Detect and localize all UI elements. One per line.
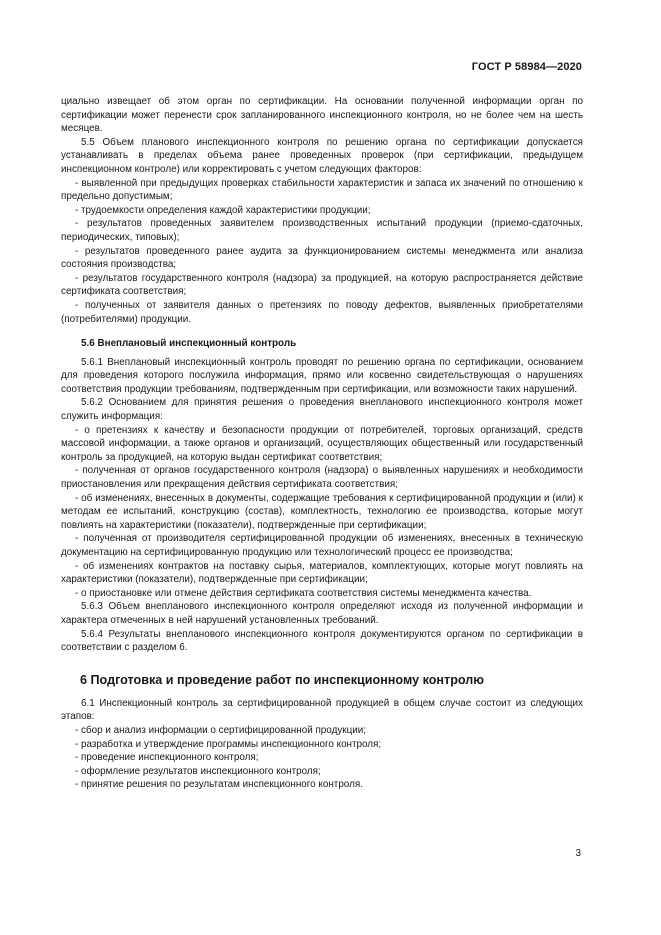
list-item: - выявленной при предыдущих проверках стабильности характеристик и запаса их значений по отношению к предельно допустимым; <box>61 177 583 203</box>
list-item: - сбор и анализ информации о сертифицированной продукции; <box>75 724 367 736</box>
clause-5-6-4: 5.6.4 Результаты внепланового инспекционного контроля документируются органом по сертификации в соответствии с разделом 6. <box>61 628 583 654</box>
page-number: 3 <box>575 848 581 859</box>
clause-5-5: 5.5 Объем планового инспекционного контроля по решению органа по сертификации допускается устанавливать в пределах объема ранее проведенных проверок (при сертификации, предыдущем инспекционном контроле) или корректировать с учетом следующих факторов: <box>61 136 583 175</box>
list-item: - полученная от производителя сертифицированной продукции об изменениях, внесенных в техническую документацию на сертифицированную продукцию или технологический процесс ее производства; <box>61 533 583 558</box>
paragraph: циально извещает об этом орган по сертификации. На основании полученной информации орган по сертификации может перенести срок запланированного инспекционного контроля, но не более чем на шесть месяцев. <box>61 96 583 135</box>
list-item: - об изменениях, внесенных в документы, содержащие требования к сертифицированной продукции и (или) к методам ее испытаний, конструкцию (состав), комплектность, технологию ее производства, которые могут повлиять на характеристики (показатели), подтвержденные при сертификации; <box>61 492 583 531</box>
list-item: - трудоемкости определения каждой характеристики продукции; <box>75 204 371 216</box>
list-item: - об изменениях контрактов на поставку сырья, материалов, комплектующих, которые могут повлиять на характеристики (показатели), подтвержденные при сертификации; <box>61 560 583 586</box>
clause-5-6-3: 5.6.3 Объем внепланового инспекционного контроля определяют исходя из полученной информации и характера отмеченных в ней нарушений установленных требований. <box>61 601 583 626</box>
list-item: - проведение инспекционного контроля; <box>75 752 259 764</box>
clause-5-6-2: 5.6.2 Основанием для принятия решения о проведения внепланового инспекционного контроля может служить информация: <box>61 397 583 423</box>
list-item: - полученных от заявителя данных о претензиях по поводу дефектов, выявленных приобретателями (потребителями) продукции. <box>61 299 583 325</box>
clause-5-6-1: 5.6.1 Внеплановый инспекционный контроль проводят по решению органа по сертификации, основанием для проведения которого послужила информация, прямо или косвенно свидетельствующая о нарушениях соответствия продукции требованиям, подтвержденным при сертификации, или возможности таких нарушений. <box>61 356 583 395</box>
list-item: - результатов проведенных заявителем производственных испытаний продукции (приемо-сдаточных, периодических, типовых); <box>61 218 583 243</box>
list-item: - результатов проведенного ранее аудита за функционированием системы менеджмента или анализа состояния производства; <box>61 245 583 271</box>
document-body <box>61 95 583 792</box>
list-item: - полученная от органов государственного контроля (надзора) о выявленных нарушениях и необходимости приостановления или прекращения действия сертификата соответствия; <box>61 465 583 491</box>
subsection-heading-5-6: 5.6 Внеплановый инспекционный контроль <box>81 338 297 350</box>
list-item: - принятие решения по результатам инспекционного контроля. <box>75 779 363 791</box>
list-item: - разработка и утверждение программы инспекционного контроля; <box>75 738 382 750</box>
clause-6-1: 6.1 Инспекционный контроль за сертифицированной продукцией в общем случае состоит из следующих этапов: <box>61 697 583 723</box>
list-item: - о претензиях к качеству и безопасности продукции от потребителей, торговых организаций, средств массовой информации, а также органов и организаций, осуществляющих общественный или государственный контроль за продукцией, на которую выдан сертификат соответствия; <box>61 424 583 463</box>
list-item: - результатов государственного контроля (надзора) за продукцией, на которую распространяется действие сертификата соответствия; <box>61 272 583 298</box>
section-heading-6: 6 Подготовка и проведение работ по инспекционному контролю <box>80 672 485 687</box>
document-id-header: ГОСТ Р 58984—2020 <box>471 61 582 73</box>
list-item: - о приостановке или отмене действия сертификата соответствия системы менеджмента качества. <box>75 587 532 599</box>
list-item: - оформление результатов инспекционного контроля; <box>75 765 321 777</box>
